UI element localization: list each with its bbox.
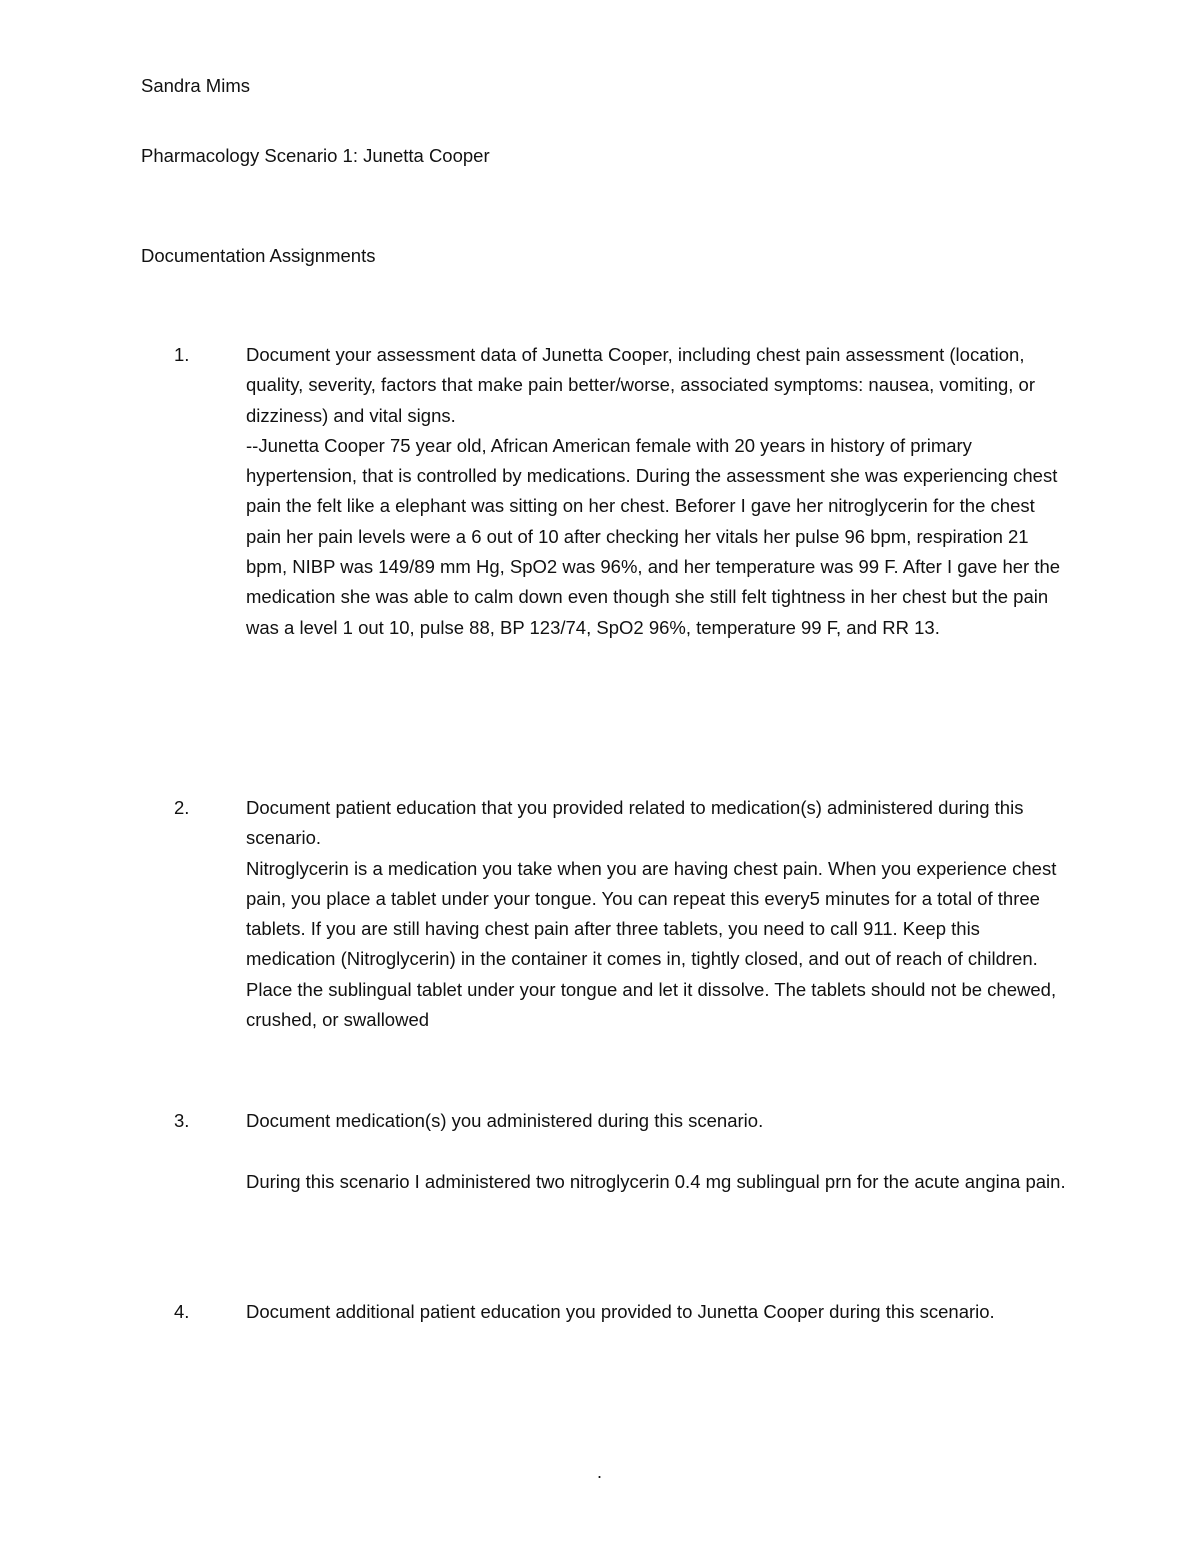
page-marker: . — [597, 1462, 603, 1482]
assignment-item-2 — [141, 793, 1071, 1035]
item-body — [246, 1106, 1071, 1197]
item-body — [246, 340, 1071, 643]
section-heading: Documentation Assignments — [141, 245, 376, 266]
item-number: 1. — [174, 344, 190, 365]
item-prompt: Document additional patient education you provided to Junetta Cooper during this scenario. — [246, 1301, 995, 1322]
author-name: Sandra Mims — [141, 75, 250, 96]
item-body — [246, 793, 1071, 1035]
item-prompt: Document medication(s) you administered during this scenario. — [246, 1110, 764, 1131]
item-number: 4. — [174, 1301, 190, 1322]
assignment-item-3 — [141, 1106, 1071, 1197]
document-title: Pharmacology Scenario 1: Junetta Cooper — [141, 145, 490, 166]
item-response: During this scenario I administered two nitroglycerin 0.4 mg sublingual prn for the acute angina pain. — [246, 1170, 1066, 1192]
item-prompt: Document your assessment data of Junetta Cooper, including chest pain assessment (location, quality, severity, factors that make pain better/worse, associated symptoms: nausea, vomiting, or dizziness) and vital signs. — [246, 344, 1035, 426]
assignment-item-1 — [141, 340, 1071, 643]
item-number: 2. — [174, 797, 190, 818]
item-prompt: Document patient education that you provided related to medication(s) administered during this scenario. — [246, 797, 1024, 849]
item-body — [246, 1297, 1071, 1327]
item-response: Nitroglycerin is a medication you take when you are having chest pain. When you experience chest pain, you place a tablet under your tongue. You can repeat this every5 minutes for a total of three tablets. If you are still having chest pain after three tablets, you need to call 911. Keep this medication (Nitroglycerin) in the container it comes in, tightly closed, and out of reach of children. Place the sublingual tablet under your tongue and let it dissolve. The tablets should not be chewed, crushed, or swallowed — [246, 857, 1057, 1031]
assignment-item-4 — [141, 1297, 1071, 1327]
paragraph-spacer — [246, 1136, 1071, 1166]
item-number: 3. — [174, 1110, 190, 1131]
item-response: --Junetta Cooper 75 year old, African American female with 20 years in history of primary hypertension, that is controlled by medications. During the assessment she was experiencing chest pain the felt like a elephant was sitting on her chest. Beforer I gave her nitroglycerin for the chest pain her pain levels were a 6 out of 10 after checking her vitals her pulse 96 bpm, respiration 21 bpm, NIBP was 149/89 mm Hg, SpO2 was 96%, and her temperature was 99 F. After I gave her the medication she was able to calm down even though she still felt tightness in her chest but the pain was a level 1 out 10, pulse 88, BP 123/74, SpO2 96%, temperature 99 F, and RR 13. — [246, 434, 1061, 638]
